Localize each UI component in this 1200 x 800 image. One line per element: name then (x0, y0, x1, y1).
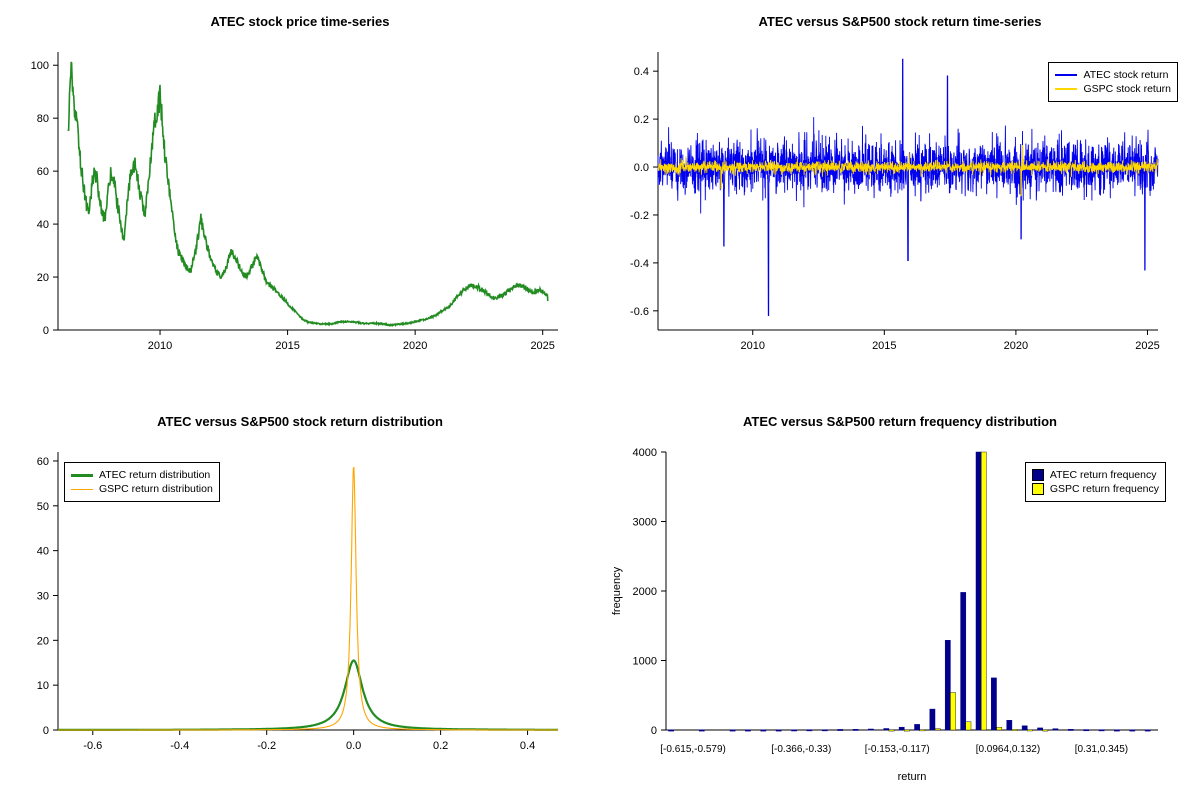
panel2-ytick: 0.4 (633, 66, 649, 79)
panel4-plot (600, 400, 1200, 800)
legend-label: ATEC return frequency (1049, 469, 1157, 481)
panel3-ytick: 10 (36, 680, 49, 693)
panel4-ytick: 4000 (632, 447, 657, 459)
panel4-ytick: 1000 (632, 655, 657, 668)
legend-swatch-line (1055, 88, 1077, 90)
panel4-bar-atec (776, 730, 781, 731)
panel4-bar-atec (792, 730, 797, 731)
panel-return-distribution (0, 400, 600, 800)
panel1-xtick: 2015 (275, 340, 300, 352)
legend-entry (1055, 83, 1171, 95)
panel4-bar-atec (1022, 726, 1027, 730)
panel3-ytick: 40 (36, 545, 49, 558)
panel4-bar-gspc (1012, 729, 1017, 730)
panel4-bar-atec (1053, 729, 1058, 730)
panel4-bar-atec (1145, 730, 1150, 731)
panel4-title: ATEC versus S&P500 return frequency distribution (743, 414, 1057, 429)
legend-swatch-line (71, 474, 93, 477)
panel1-ytick: 100 (30, 60, 49, 73)
panel-price-timeseries (0, 0, 600, 400)
panel1-xtick: 2010 (147, 340, 173, 352)
panel4-bar-atec (822, 730, 827, 731)
panel3-ytick: 20 (36, 635, 49, 648)
legend-entry (1032, 483, 1159, 495)
panel3-title: ATEC versus S&P500 stock return distribution (157, 414, 443, 429)
panel4-xaxis-label: return (897, 771, 927, 783)
panel4-bar-atec (699, 730, 704, 731)
panel4-bar-gspc (904, 730, 909, 731)
legend-entry (71, 483, 213, 495)
panel4-bar-atec (868, 729, 873, 730)
panel2-xtick: 2020 (1003, 340, 1029, 352)
panel4-bar-atec (1114, 730, 1119, 731)
panel4-bar-atec (730, 730, 735, 731)
panel4-bar-atec (930, 709, 935, 730)
panel4-bar-atec (838, 729, 843, 730)
panel2-ytick: -0.4 (630, 257, 649, 270)
panel4-bar-atec (961, 592, 966, 730)
legend-entry (1055, 69, 1171, 81)
panel1-ytick: 0 (42, 325, 49, 337)
legend-label: GSPC stock return (1083, 83, 1171, 95)
panel3-ytick: 50 (36, 500, 49, 513)
panel1-ytick: 40 (36, 219, 49, 232)
panel1-plot (0, 0, 600, 400)
panel2-ytick: -0.2 (630, 209, 649, 222)
panel2-legend (1048, 62, 1178, 102)
panel4-bar-gspc (920, 730, 925, 731)
panel4-bar-gspc (966, 722, 971, 730)
panel3-ytick: 0 (42, 725, 49, 737)
panel4-bar-atec (761, 730, 766, 731)
panel4-bar-atec (899, 727, 904, 730)
legend-label: GSPC return distribution (99, 483, 213, 495)
panel3-xtick: -0.2 (257, 740, 277, 752)
panel4-ytick: 3000 (632, 516, 657, 529)
panel2-xtick: 2025 (1135, 340, 1160, 352)
panel4-bar-atec (915, 724, 920, 730)
panel4-bar-gspc (950, 693, 955, 731)
legend-label: ATEC return distribution (99, 469, 211, 481)
panel4-xtick: [0.0964,0.132) (975, 744, 1041, 755)
panel3-density-line (58, 467, 558, 730)
panel1-title: ATEC stock price time-series (210, 14, 390, 29)
panel1-xtick: 2020 (402, 340, 428, 352)
panel4-ytick: 2000 (632, 586, 657, 598)
panel3-xtick: 0.0 (346, 740, 362, 752)
panel3-xtick: -0.6 (83, 740, 103, 752)
panel4-ytick: 0 (650, 725, 657, 737)
panel4-bar-atec (807, 730, 812, 731)
panel4-bar-gspc (997, 727, 1002, 730)
panel3-xtick: 0.2 (432, 740, 449, 752)
panel1-ytick: 20 (36, 272, 49, 285)
panel4-bar-gspc (1043, 730, 1048, 731)
panel4-bar-atec (884, 729, 889, 731)
panel3-ytick: 60 (36, 455, 49, 468)
legend-swatch-line (1055, 74, 1077, 76)
panel-return-timeseries (600, 0, 1200, 400)
panel4-bar-atec (1130, 730, 1135, 731)
panel1-ytick: 80 (36, 113, 49, 126)
panel3-xtick: 0.4 (519, 740, 536, 752)
legend-label: ATEC stock return (1083, 69, 1169, 81)
panel2-ytick: 0.2 (633, 114, 649, 127)
panel4-bar-atec (1099, 730, 1104, 731)
panel1-price-line (68, 62, 548, 326)
panel4-bar-atec (669, 730, 674, 731)
panel4-bar-gspc (935, 729, 940, 730)
legend-swatch-line (71, 489, 93, 490)
legend-entry (1032, 469, 1159, 481)
panel2-ytick: 0.0 (633, 162, 649, 175)
panel1-xtick: 2025 (530, 340, 555, 352)
panel2-xtick: 2010 (740, 340, 765, 352)
panel2-xtick: 2015 (872, 340, 897, 352)
panel2-ytick: -0.6 (630, 305, 649, 318)
panel4-xtick: [-0.153,-0.117) (864, 744, 930, 755)
panel2-plot (600, 0, 1200, 400)
panel3-ytick: 30 (36, 590, 49, 603)
panel4-bar-atec (1007, 720, 1012, 730)
panel4-bar-atec (853, 729, 858, 730)
panel3-density-line (58, 661, 558, 730)
panel4-bar-gspc (981, 452, 986, 730)
panel4-yaxis-label: frequency (611, 566, 623, 616)
panel4-bar-atec (1068, 729, 1073, 730)
panel4-bar-atec (976, 452, 981, 730)
panel-return-frequency (600, 400, 1200, 800)
panel4-xtick: [-0.366,-0.33) (771, 744, 832, 755)
panel4-bar-gspc (1027, 730, 1032, 731)
panel4-xtick: [-0.615,-0.579) (660, 744, 726, 755)
panel4-bar-gspc (889, 730, 894, 731)
panel1-ytick: 60 (36, 166, 49, 179)
panel4-bar-atec (1038, 728, 1043, 730)
panel4-bar-atec (745, 730, 750, 731)
legend-label: GSPC return frequency (1049, 483, 1159, 495)
panel3-xtick: -0.4 (170, 740, 190, 752)
panel4-bar-atec (945, 640, 950, 730)
panel4-xtick: [0.31,0.345) (1074, 744, 1129, 755)
legend-swatch-box (1032, 483, 1044, 495)
panel3-legend (64, 462, 220, 502)
legend-swatch-box (1032, 469, 1044, 481)
panel2-title: ATEC versus S&P500 stock return time-series (758, 14, 1042, 29)
panel4-legend (1025, 462, 1166, 502)
panel4-bar-atec (1084, 730, 1089, 731)
legend-entry (71, 469, 213, 481)
panel4-bar-atec (991, 678, 996, 730)
panel3-plot (0, 400, 600, 800)
